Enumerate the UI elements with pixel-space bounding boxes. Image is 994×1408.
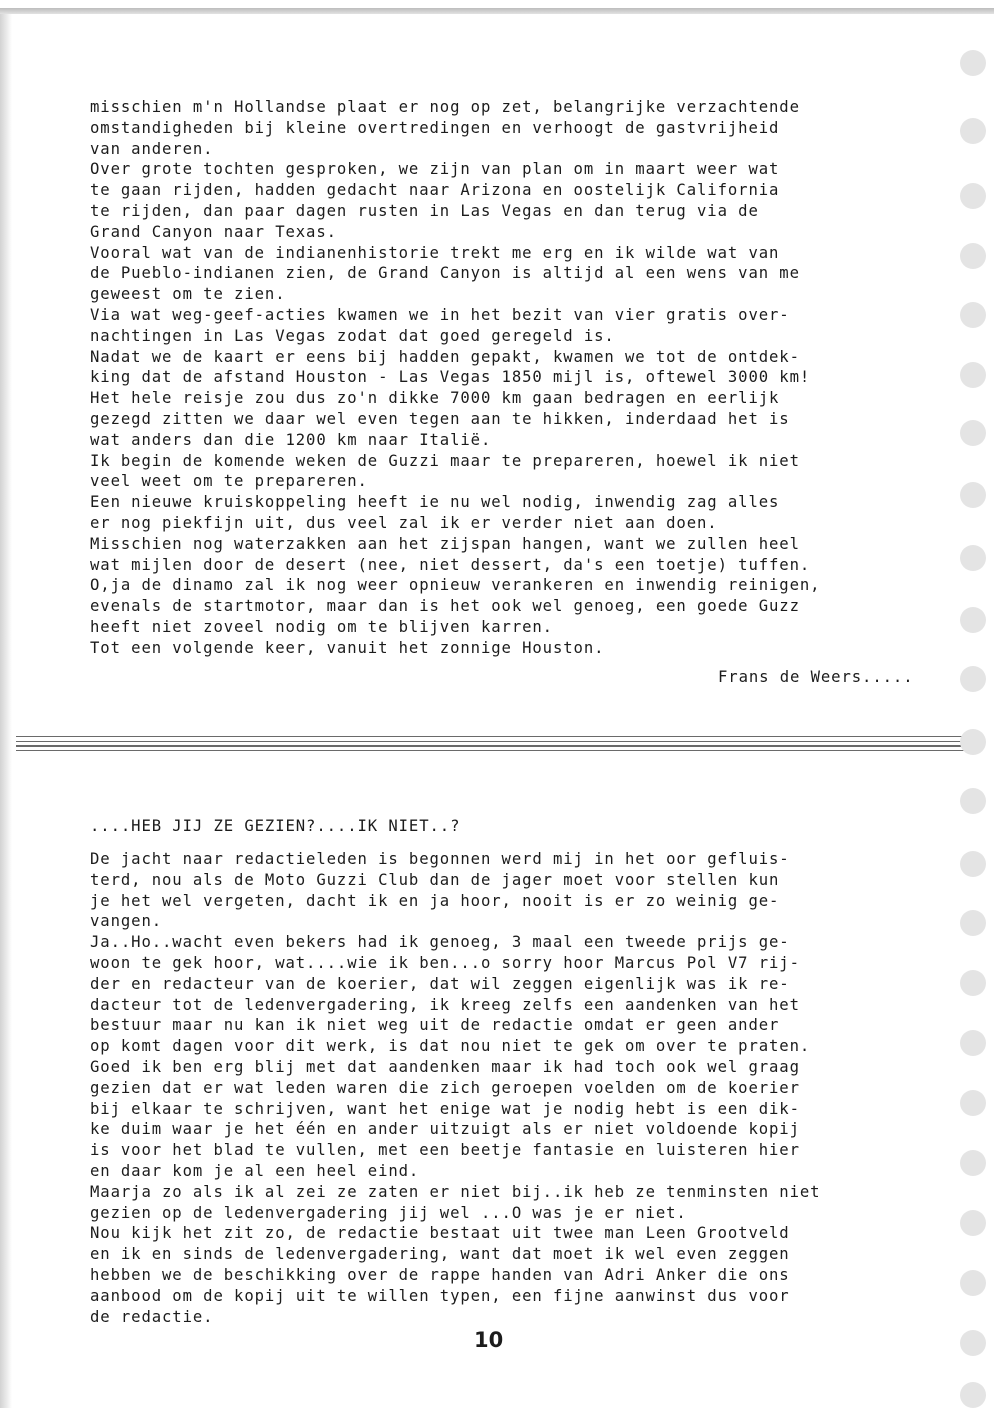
binder-hole <box>960 50 986 76</box>
text-line: van anderen. <box>90 139 214 158</box>
text-line: Over grote tochten gesproken, we zijn van plan om in maart weer wat <box>90 160 780 179</box>
text-line: gezegd zitten we daar wel even tegen aan te hikken, inderdaad het is <box>90 409 790 428</box>
binder-hole <box>960 729 986 755</box>
text-line: aanbood om de kopij uit te willen typen, een fijne aanwinst dus voor <box>90 1286 790 1305</box>
text-line: terd, nou als de Moto Guzzi Club dan de jager moet voor stellen kun <box>90 870 780 889</box>
text-line: Grand Canyon naar Texas. <box>90 222 337 241</box>
text-line: Misschien nog waterzakken aan het zijspan hangen, want we zullen heel <box>90 534 800 553</box>
binder-hole <box>960 851 986 877</box>
binder-hole <box>960 1210 986 1236</box>
section-divider-line <box>16 736 976 737</box>
text-line: er nog piekfijn uit, dus veel zal ik er verder niet aan doen. <box>90 513 718 532</box>
text-line: veel weet om te prepareren. <box>90 472 368 491</box>
text-line: wat mijlen door de desert (nee, niet dessert, da's een toetje) tuffen. <box>90 555 811 574</box>
binder-hole <box>960 482 986 508</box>
text-line: Via wat weg-geef-acties kwamen we in het bezit van vier gratis over- <box>90 305 790 324</box>
scan-top-edge <box>0 8 994 14</box>
text-line: Nou kijk het zit zo, de redactie bestaat uit twee man Leen Grootveld <box>90 1224 790 1243</box>
text-line: gezien dat er wat leden waren die zich geroepen voelden om de koerier <box>90 1078 800 1097</box>
text-line: De jacht naar redactieleden is begonnen werd mij in het oor gefluis- <box>90 850 790 868</box>
text-line: misschien m'n Hollandse plaat er nog op zet, belangrijke verzachtende <box>90 98 800 116</box>
binder-hole <box>960 545 986 571</box>
binder-hole <box>960 1270 986 1296</box>
binder-hole <box>960 1330 986 1356</box>
section-divider-line <box>16 745 976 747</box>
text-line: en daar kom je al een heel eind. <box>90 1161 420 1180</box>
text-line: omstandigheden bij kleine overtredingen en verhoogt de gastvrijheid <box>90 118 780 137</box>
text-line: Nadat we de kaart er eens bij hadden gepakt, kwamen we tot de ontdek- <box>90 347 800 366</box>
text-line: der en redacteur van de koerier, dat wil zeggen eigenlijk was ik re- <box>90 974 790 993</box>
binder-hole <box>960 183 986 209</box>
text-line: dacteur tot de ledenvergadering, ik kreeg zelfs een aandenken van het <box>90 995 800 1014</box>
text-line: nachtingen in Las Vegas zodat dat goed geregeld is. <box>90 326 615 345</box>
text-line: Het hele reisje zou dus zo'n dikke 7000 km gaan bedragen en eerlijk <box>90 389 780 408</box>
binder-hole <box>960 1090 986 1116</box>
text-line: wat anders dan die 1200 km naar Italië. <box>90 430 492 449</box>
text-line: O,ja de dinamo zal ik nog weer opnieuw verankeren en inwendig reinigen, <box>90 576 821 595</box>
binder-hole <box>960 302 986 328</box>
text-line: Ja..Ho..wacht even bekers had ik genoeg, 3 maal een tweede prijs ge- <box>90 933 790 952</box>
text-line: ke duim waar je het één en ander uitzuigt als er niet voldoende kopij <box>90 1120 800 1139</box>
text-line: gezien op de ledenvergadering jij wel ...O was je er niet. <box>90 1203 687 1222</box>
binder-hole <box>960 970 986 996</box>
text-line: Maarja zo als ik al zei ze zaten er niet bij..ik heb ze tenminsten niet <box>90 1182 821 1201</box>
text-line: heeft niet zoveel nodig om te blijven karren. <box>90 617 553 636</box>
binder-hole <box>960 607 986 633</box>
text-line: te gaan rijden, hadden gedacht naar Arizona en oostelijk California <box>90 181 780 200</box>
text-line: Een nieuwe kruiskoppeling heeft ie nu wel nodig, inwendig zag alles <box>90 493 780 512</box>
text-line: Vooral wat van de indianenhistorie trekt me erg en ik wilde wat van <box>90 243 780 262</box>
text-line: bij elkaar te schrijven, want het enige wat je nodig hebt is een dik- <box>90 1099 800 1118</box>
binder-hole <box>960 910 986 936</box>
text-line: op komt dagen voor dit werk, is dat nou niet te gek om over te praten. <box>90 1037 811 1056</box>
text-line: de Pueblo-indianen zien, de Grand Canyon is altijd al een wens van me <box>90 264 800 283</box>
text-line: geweest om te zien. <box>90 285 286 304</box>
article-frans-body <box>90 97 960 659</box>
text-line: hebben we de beschikking over de rappe handen van Adri Anker die ons <box>90 1265 790 1284</box>
binder-hole <box>960 788 986 814</box>
text-line: is voor het blad te vullen, met een beetje fantasie en luisteren hier <box>90 1141 800 1160</box>
section-divider-line <box>16 750 976 751</box>
binder-hole <box>960 1150 986 1176</box>
text-line: de redactie. <box>90 1307 214 1326</box>
section-divider-line <box>16 741 976 742</box>
scan-left-edge <box>0 14 12 1408</box>
binder-hole <box>960 1382 986 1408</box>
article-redactie-body <box>90 849 960 1327</box>
binder-hole <box>960 1030 986 1056</box>
binder-hole <box>960 243 986 269</box>
text-line: je het wel vergeten, dacht ik en ja hoor, nooit is er zo weinig ge- <box>90 891 780 910</box>
text-line: en ik en sinds de ledenvergadering, want dat moet ik wel even zeggen <box>90 1245 790 1264</box>
binder-hole <box>960 666 986 692</box>
article-heading: ....HEB JIJ ZE GEZIEN?....IK NIET..? <box>90 817 461 835</box>
text-line: Goed ik ben erg blij met dat aandenken maar ik had toch ook wel graag <box>90 1057 800 1076</box>
page-number: 10 <box>474 1328 504 1352</box>
text-line: evenals de startmotor, maar dan is het ook wel genoeg, een goede Guzz <box>90 597 800 616</box>
binder-hole <box>960 118 986 144</box>
binder-hole <box>960 362 986 388</box>
text-line: te rijden, dan paar dagen rusten in Las Vegas en dan terug via de <box>90 201 759 220</box>
text-line: woon te gek hoor, wat....wie ik ben...o sorry hoor Marcus Pol V7 rij- <box>90 953 800 972</box>
text-line: bestuur maar nu kan ik niet weg uit de redactie omdat er geen ander <box>90 1016 780 1035</box>
article-frans-signature: Frans de Weers..... <box>718 668 914 686</box>
text-line: vangen. <box>90 912 163 931</box>
text-line: Tot een volgende keer, vanuit het zonnige Houston. <box>90 638 605 657</box>
text-line: king dat de afstand Houston - Las Vegas 1850 mijl is, oftewel 3000 km! <box>90 368 811 387</box>
binder-hole <box>960 420 986 446</box>
text-line: Ik begin de komende weken de Guzzi maar te prepareren, hoewel ik niet <box>90 451 800 470</box>
